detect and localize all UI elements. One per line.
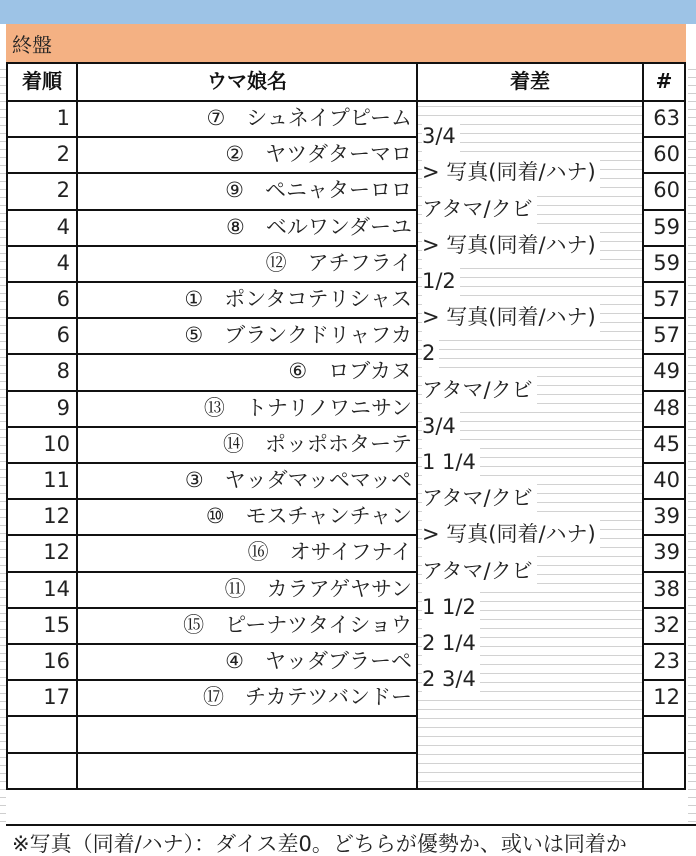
horse-name-cell: ⑫ アチフライ <box>265 251 412 275</box>
number-cell: 60 <box>653 178 680 202</box>
rank-cell: 17 <box>43 685 70 709</box>
margin-faint-rule <box>418 754 642 755</box>
rank-cell: 8 <box>56 359 70 383</box>
header-margin: 着差 <box>510 69 550 93</box>
number-cell: 49 <box>653 359 680 383</box>
margin-cell: 3/4 <box>422 119 460 153</box>
horse-name-cell: ⑰ チカテツバンドー <box>203 685 412 709</box>
column-rule <box>684 62 686 790</box>
footnote: ※写真（同着/ハナ）：ダイス差0。どちらが優勢か、或いは同着か <box>6 824 696 856</box>
rank-cell: 14 <box>43 577 70 601</box>
margin-cell: > 写真(同着/ハナ) <box>422 228 600 262</box>
number-cell: 12 <box>653 685 680 709</box>
horse-name-cell: ⑨ ペニャターロロ <box>225 178 412 202</box>
rank-cell: 15 <box>43 613 70 637</box>
row-rule-right <box>642 715 686 717</box>
results-table <box>6 62 688 824</box>
margin-faint-rule <box>418 115 642 116</box>
horse-name-cell: ⑪ カラアゲヤサン <box>224 577 412 601</box>
number-cell: 38 <box>653 577 680 601</box>
margin-faint-rule <box>418 106 642 107</box>
rank-cell: 12 <box>43 504 70 528</box>
horse-name-cell: ④ ヤッダブラーペ <box>225 649 412 673</box>
top-color-bar <box>0 0 696 24</box>
horse-name-cell: ⑮ ピーナツタイショウ <box>183 613 412 637</box>
number-cell: 59 <box>653 215 680 239</box>
header-rank: 着順 <box>22 69 62 93</box>
margin-faint-rule <box>418 763 642 764</box>
rank-cell: 6 <box>56 323 70 347</box>
number-cell: 32 <box>653 613 680 637</box>
margin-cell: > 写真(同着/ハナ) <box>422 517 600 551</box>
number-cell: 57 <box>653 287 680 311</box>
horse-name-cell: ③ ヤッダマッペマッペ <box>184 468 412 492</box>
margin-header-rule <box>416 100 644 102</box>
rank-cell: 1 <box>56 106 70 130</box>
number-cell: 63 <box>653 106 680 130</box>
horse-name-cell: ⑭ ポッポホターテ <box>223 432 412 456</box>
rank-cell: 10 <box>43 432 70 456</box>
margin-cell: 1/2 <box>422 264 460 298</box>
margin-faint-rule <box>418 727 642 728</box>
row-rule-left <box>6 752 418 754</box>
margin-cell: アタマ/クビ <box>422 373 537 407</box>
horse-name-cell: ⑧ ベルワンダーユ <box>226 215 412 239</box>
number-cell: 59 <box>653 251 680 275</box>
row-rule-left <box>6 62 418 64</box>
number-cell: 39 <box>653 504 680 528</box>
row-rule-right <box>642 752 686 754</box>
horse-name-cell: ⑬ トナリノワニサン <box>203 396 412 420</box>
right-gridlines <box>688 62 696 824</box>
rank-cell: 6 <box>56 287 70 311</box>
margin-faint-rule <box>418 772 642 773</box>
row-rule-right <box>642 62 686 64</box>
rank-cell: 2 <box>56 178 70 202</box>
margin-faint-rule <box>418 745 642 746</box>
rank-cell: 4 <box>56 251 70 275</box>
margin-cell: アタマ/クビ <box>422 554 537 588</box>
number-cell: 60 <box>653 142 680 166</box>
horse-name-cell: ⑤ ブランクドリャフカ <box>184 323 412 347</box>
rank-cell: 11 <box>43 468 70 492</box>
header-number: # <box>655 69 673 93</box>
section-header: 終盤 <box>6 24 686 62</box>
margin-faint-rule <box>418 367 642 368</box>
margin-faint-rule <box>418 736 642 737</box>
horse-name-cell: ① ポンタコテリシャス <box>184 287 412 311</box>
horse-name-cell: ⑩ モスチャンチャン <box>205 504 412 528</box>
horse-name-cell: ② ヤツダターマロ <box>225 142 412 166</box>
margin-cell: > 写真(同着/ハナ) <box>422 300 600 334</box>
margin-faint-rule <box>418 700 642 701</box>
margin-cell: 3/4 <box>422 409 460 443</box>
horse-name-cell: ⑦ シュネイプピーム <box>206 106 412 130</box>
rank-cell: 9 <box>56 396 70 420</box>
number-cell: 57 <box>653 323 680 347</box>
margin-faint-rule <box>418 349 642 350</box>
horse-name-cell: ⑥ ロブカヌ <box>288 359 412 383</box>
margin-cell: 2 <box>422 336 439 370</box>
rank-cell: 2 <box>56 142 70 166</box>
margin-cell: > 写真(同着/ハナ) <box>422 155 600 189</box>
margin-cell: アタマ/クビ <box>422 481 537 515</box>
margin-cell: アタマ/クビ <box>422 192 537 226</box>
margin-cell: 2 1/4 <box>422 626 480 660</box>
margin-cell: 1 1/2 <box>422 590 480 624</box>
number-cell: 40 <box>653 468 680 492</box>
number-cell: 39 <box>653 540 680 564</box>
row-rule-left <box>6 715 418 717</box>
rank-cell: 4 <box>56 215 70 239</box>
number-cell: 23 <box>653 649 680 673</box>
margin-cell: 2 3/4 <box>422 662 480 696</box>
number-cell: 45 <box>653 432 680 456</box>
table-bottom-rule <box>6 788 686 790</box>
margin-faint-rule <box>418 358 642 359</box>
margin-top-rule <box>416 62 644 64</box>
margin-faint-rule <box>418 340 642 341</box>
margin-faint-rule <box>418 781 642 782</box>
rank-cell: 16 <box>43 649 70 673</box>
number-cell: 48 <box>653 396 680 420</box>
column-rule <box>416 62 418 790</box>
rank-cell: 12 <box>43 540 70 564</box>
margin-faint-rule <box>418 718 642 719</box>
margin-cell: 1 1/4 <box>422 445 480 479</box>
horse-name-cell: ⑯ オサイフナイ <box>247 540 412 564</box>
header-name: ウマ娘名 <box>207 69 287 93</box>
margin-faint-rule <box>418 709 642 710</box>
